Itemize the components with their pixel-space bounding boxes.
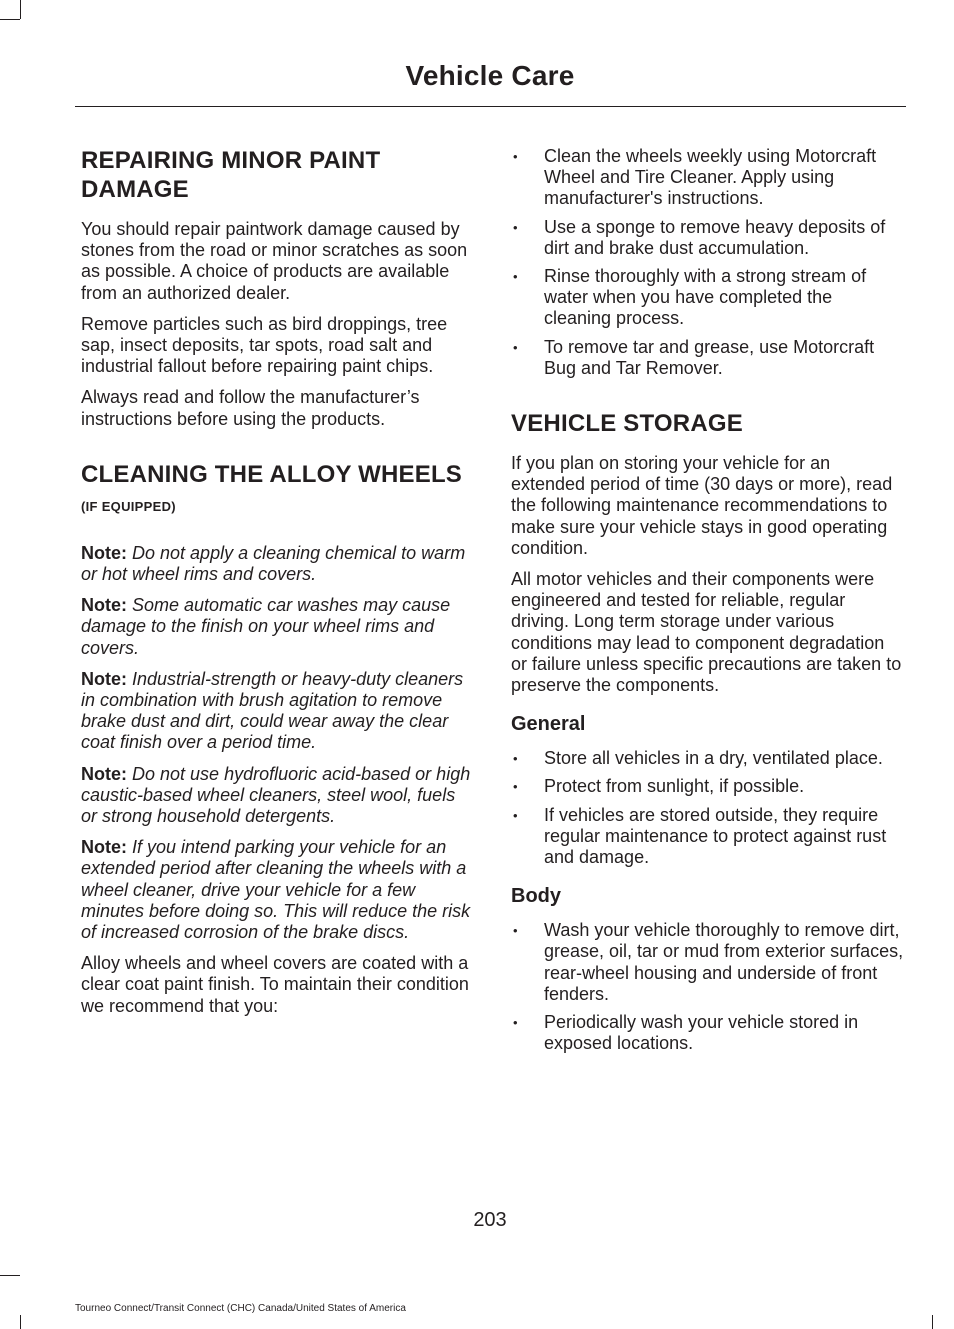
list-item: • Wash your vehicle thoroughly to remove dirt, grease, oil, tar or mud from exterior surfaces, rear-wheel housing and underside of front fenders. [511,920,904,1005]
list-item: • Periodically wash your vehicle stored in exposed locations. [511,1012,904,1054]
footer-text: Tourneo Connect/Transit Connect (CHC) Canada/United States of America [75,1303,406,1314]
list-item: • Clean the wheels weekly using Motorcraft Wheel and Tire Cleaner. Apply using manufacturer's instructions. [511,146,904,210]
section-heading-alloy [81,460,473,521]
page-number: 203 [473,1209,507,1231]
paragraph: All motor vehicles and their components were engineered and tested for reliable, regular driving. Long term storage under various conditions may lead to component degradation or failure unless specific precautions are taken to preserve the components. [511,569,902,696]
note-label: Note: [81,542,127,563]
list-item: • If vehicles are stored outside, they require regular maintenance to protect against rust and damage. [511,805,904,869]
general-list [511,748,904,868]
list-item: • To remove tar and grease, use Motorcraft Bug and Tar Remover. [511,337,904,379]
crop-mark [20,0,21,19]
paragraph: If you plan on storing your vehicle for an extended period of time (30 days or more), read the following maintenance recommendations to make sure your vehicle stays in good operating condition. [511,453,893,558]
heading-text: CLEANING THE ALLOY WHEELS [81,460,463,488]
note-label: Note: [81,668,127,689]
crop-mark [0,1275,20,1276]
list-item: • Protect from sunlight, if possible. [511,776,904,797]
subheading-body: Body [511,885,561,908]
header-divider [75,106,906,107]
note-text: Industrial-strength or heavy-duty cleaners in combination with brush agitation to remove brake dust and dirt, could wear away the clear coat finish over a period time. [81,668,464,753]
wheel-care-list [511,146,904,379]
list-item: • Rinse thoroughly with a strong stream of water when you have completed the cleaning process. [511,266,904,330]
note [81,764,473,828]
crop-mark [932,1315,933,1329]
paragraph: Remove particles such as bird droppings, tree sap, insect deposits, tar spots, road salt and industrial fallout before repairing paint chips. [81,313,448,377]
paragraph: Alloy wheels and wheel covers are coated with a clear coat paint finish. To maintain their condition we recommend that you: [81,953,469,1016]
section-heading-paint: REPAIRING MINOR PAINT DAMAGE [81,147,381,203]
note-text: Do not apply a cleaning chemical to warm or hot wheel rims and covers. [81,542,466,585]
note-text: Some automatic car washes may cause damage to the finish on your wheel rims and covers. [81,595,451,658]
crop-mark [0,19,20,20]
body-list [511,920,904,1054]
note-label: Note: [81,837,127,858]
note [81,837,473,943]
paragraph: You should repair paintwork damage caused by stones from the road or minor scratches as soon as possible. A choice of products are available from an authorized dealer. [81,219,468,303]
subheading-general: General [511,713,586,736]
note [81,595,473,659]
list-item: • Store all vehicles in a dry, ventilated place. [511,748,904,769]
crop-mark [20,1315,21,1329]
note [81,543,473,585]
right-column [511,146,904,1055]
note-text: If you intend parking your vehicle for an extended period after cleaning the wheels with a wheel cleaner, drive your vehicle for a few minutes before doing so. This will reduce the risk of increased corrosion of the brake discs. [81,837,471,943]
note-label: Note: [81,595,127,616]
section-heading-storage: VEHICLE STORAGE [511,410,743,438]
list-item: • Use a sponge to remove heavy deposits of dirt and brake dust accumulation. [511,217,904,259]
left-column [81,146,473,1017]
note [81,669,473,754]
paragraph: Always read and follow the manufacturer’s instructions before using the products. [81,387,420,429]
note-label: Note: [81,763,127,784]
heading-suffix: (IF EQUIPPED) [81,498,176,514]
note-text: Do not use hydrofluoric acid-based or high caustic-based wheel cleaners, steel wool, fuels or strong household detergents. [81,763,471,827]
page-header-title: Vehicle Care [405,60,575,91]
